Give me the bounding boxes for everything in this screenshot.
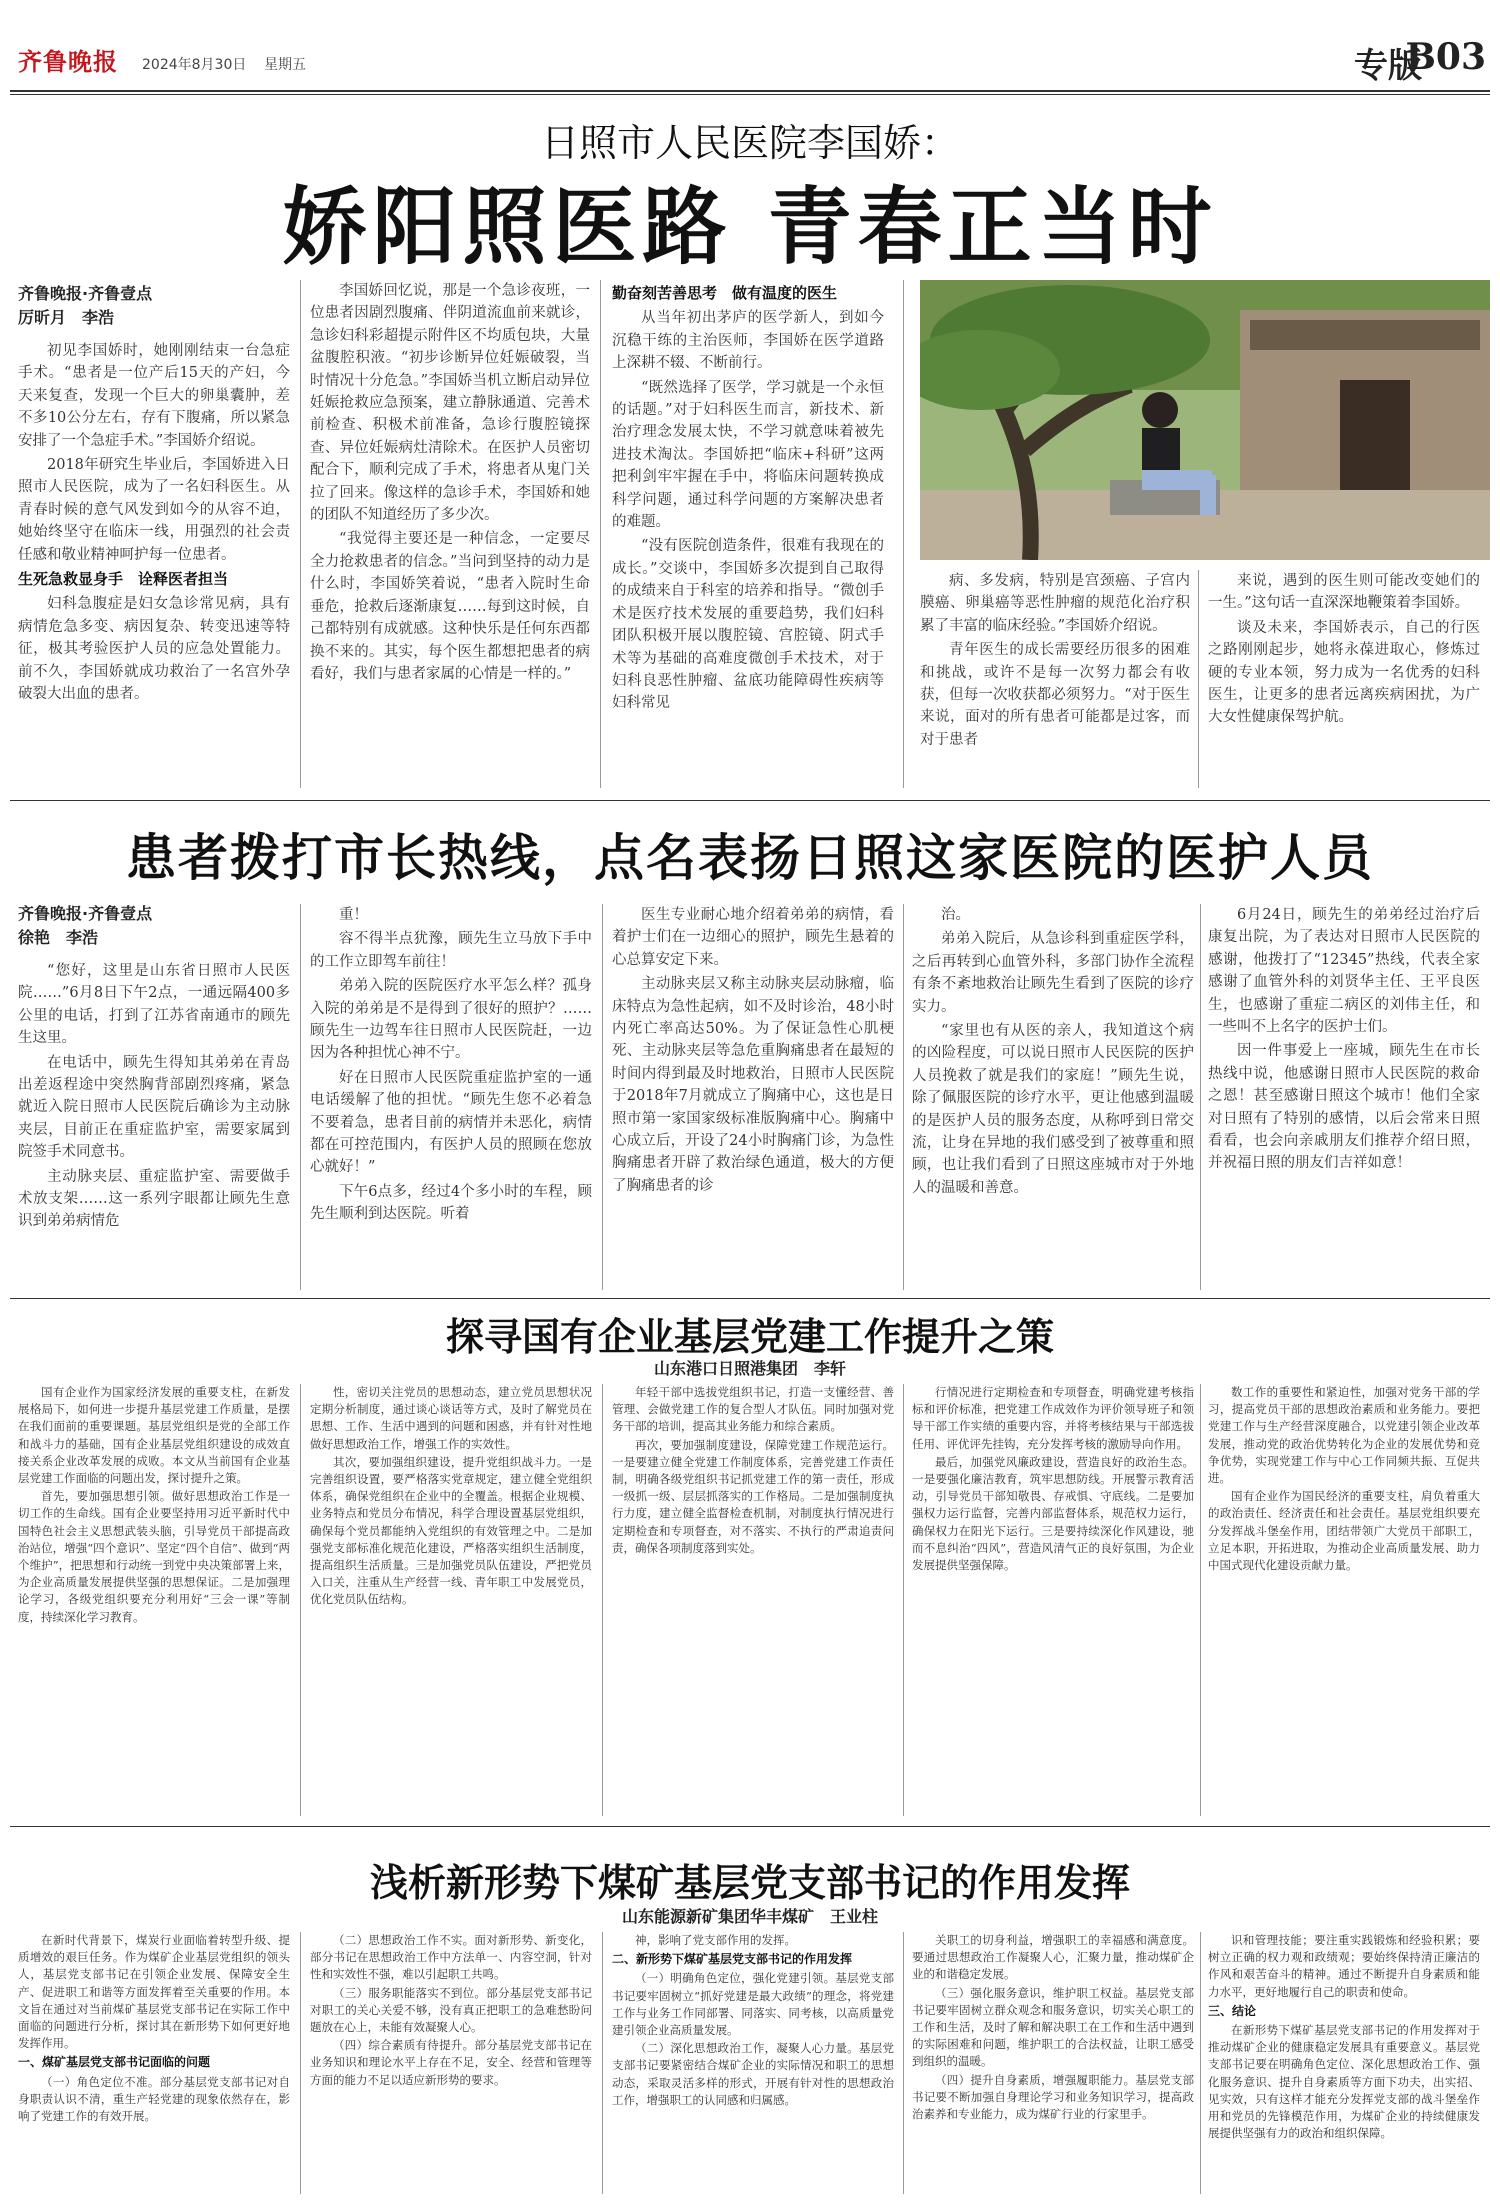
article3-headline: 探寻国有企业基层党建工作提升之策 [445,1314,1054,1359]
column-divider [1200,1932,1201,2194]
paragraph: （二）深化思想政治工作，凝聚人心力量。基层党支部书记要紧密结合煤矿企业的实际情况和职工的思想动态，采取灵活多样的形式，开展有针对性的思想政治工作，增强职工的认同感和归属感。 [612,2041,894,2107]
column-divider [300,1932,301,2194]
paragraph: 下午6点多，经过4个多小时的车程，顾先生顺利到达医院。听着 [310,1183,592,1223]
paragraph: 识和管理技能；要注重实践锻炼和经验积累；要树立正确的权力观和政绩观；要始终保持清正廉洁的作风和艰苦奋斗的精神。通过不断提升自身素质和能力水平，更好地履行自己的职责和使命。 [1208,1933,1480,1999]
paragraph: （四）提升自身素质，增强履职能力。基层党支部书记要不断加强自身理论学习和业务知识学习，提高政治素养和专业能力，成为煤矿行业的行家里手。 [912,2072,1194,2122]
article2-col1 [18,960,290,1290]
paragraph: 国有企业作为国民经济的重要支柱，肩负着重大的政治责任、经济责任和社会责任。基层党组织要充分发挥战斗堡垒作用，团结带领广大党员干部职工，立足本职，开拓进取，为推动企业高质量发展、助力中国式现代化建设贡献力量。 [1208,1489,1480,1573]
section-label: 专版 [1354,46,1422,86]
column-divider [903,280,904,788]
article1-headline: 娇阳照医路 青春正当时 [282,177,1218,276]
paragraph: 在电话中，顾先生得知其弟弟在青岛出差返程途中突然胸背部剧烈疼痛，紧急就近入院日照市人民医院后确诊为主动脉夹层，目前正在重症监护室，需要家属到院签手术同意书。 [18,1054,290,1161]
article4-col1 [18,1932,290,2194]
article1-col5 [1208,570,1480,788]
paragraph: 初见李国娇时，她刚刚结束一台急症手术。“患者是一位产后15天的产妇，今天来复查，发现一个巨大的卵巢囊肿，差不多10公分左右，存有下腹痛，所以紧急安排了一个急症手术。”李国娇介绍说。 [18,343,290,449]
paragraph: 主动脉夹层、重症监护室、需要做手术放支架……这一系列字眼都让顾先生意识到弟弟病情危 [18,1168,290,1230]
paragraph: （四）综合素质有待提升。部分基层党支部书记在业务知识和理论水平上存在不足，安全、经营和管理等方面的能力不足以适应新形势的要求。 [310,2038,592,2087]
paragraph: 弟弟入院后，从急诊科到重症医学科，之后再转到心血管外科，多部门协作全流程有条不紊地救治让顾先生看到了医院的诊疗实力。 [912,931,1194,1015]
article1-col2 [310,280,590,788]
paragraph: （一）明确角色定位，强化党建引领。基层党支部书记要牢固树立“抓好党建是最大政绩”的理念，将党建工作与业务工作同部署、同落实、同考核，以高质量党建引领企业高质量发展。 [612,1971,894,2038]
article3-col2 [310,1384,592,1816]
column-divider [602,1384,603,1816]
article1-subheading: 勤奋刻苦善思考 做有温度的医生 [612,284,838,302]
article2-col2 [310,904,592,1290]
column-divider [300,280,301,788]
doctor-photo [920,280,1490,560]
paragraph: 来说，遇到的医生则可能改变她们的一生。”这句话一直深深地鞭策着李国娇。 [1208,573,1480,612]
paragraph: 在新形势下煤矿基层党支部书记的作用发挥对于推动煤矿企业的健康稳定发展具有重要意义。基层党支部书记要在明确角色定位、深化思想政治工作、强化服务意识、提升自身素质等方面下功夫，出实招、见实效，只有这样才能充分发挥党支部的战斗堡垒作用和党员的先锋模范作用，为煤矿企业的持续健康发展提供坚强有力的政治和组织保障。 [1208,2023,1480,2141]
column-divider [300,1384,301,1816]
paragraph: 青年医生的成长需要经历很多的困难和挑战，或许不是每一次努力都会有收获，但每一次收获都必须努力。“对于医生来说，面对的所有患者可能都是过客，而对于患者 [920,642,1190,748]
article2-col5 [1208,904,1480,1290]
page-number: B03 [1405,36,1486,78]
byline-org: 齐鲁晚报·齐鲁壹点 [18,904,153,923]
section-divider [10,800,1490,801]
byline-names: 厉昕月 李浩 [18,308,115,327]
subheading: 二、新形势下煤矿基层党支部书记的作用发挥 [612,1952,853,1967]
article3-col5 [1208,1384,1480,1816]
paragraph: 谈及未来，李国娇表示，自己的行医之路刚刚起步，她将永葆进取心，修炼过硬的专业本领，努力成为一名优秀的妇科医生，让更多的患者远离疾病困扰，为广大女性健康保驾护航。 [1208,619,1480,726]
byline-org: 齐鲁晚报·齐鲁壹点 [18,284,153,303]
paragraph: “既然选择了医学，学习就是一个永恒的话题。”对于妇科医生而言，新技术、新治疗理念发展太快，不学习就意味着被先进技术淘汰。李国娇把“临床+科研”这两把利剑牢牢握在手中，将临床问题转换成科学问题，通过科学问题的方案解决患者的难题。 [612,379,884,531]
column-divider [600,280,601,788]
paragraph: 2018年研究生毕业后，李国娇进入日照市人民医院，成为了一名妇科医生。从青春时候的意气风发到如今的从容不迫，她始终坚守在临床一线，用强烈的社会责任感和敬业精神呵护每一位患者。 [18,457,290,563]
article4-author: 山东能源新矿集团华丰煤矿 王业柱 [621,1907,878,1926]
article3-col1 [18,1384,290,1816]
paragraph: 重！ [339,907,368,923]
issue-weekday: 星期五 [264,57,306,73]
paragraph: 容不得半点犹豫，顾先生立马放下手中的工作立即驾车前往！ [310,931,592,970]
paragraph: “我觉得主要还是一种信念，一定要尽全力抢救患者的信念。”当问到坚持的动力是什么时，李国娇笑着说，“患者入院时生命垂危，抢救后逐渐康复……每到这时候，自己都特别有成就感。这种快乐是任何东西都换不来的。其实，每个医生都想把患者的病看好，我们与患者家属的心情是一样的。” [310,531,590,682]
newspaper-logo: 齐鲁晚报 [18,47,118,76]
byline-names: 徐艳 李浩 [18,928,99,947]
paragraph: 弟弟入院的医院医疗水平怎么样？孤身入院的弟弟是不是得到了很好的照护？……顾先生一边驾车往日照市人民医院赶，一边因为各种担忧心神不宁。 [310,978,592,1062]
paragraph: 病、多发病，特别是宫颈癌、子宫内膜癌、卵巢癌等恶性肿瘤的规范化治疗积累了丰富的临床经验。”李国娇介绍说。 [920,573,1190,634]
column-divider [300,904,301,1290]
paragraph: 神，影响了党支部作用的发挥。 [635,1933,796,1947]
article4-col5 [1208,1932,1480,2194]
article1-col1 [18,340,290,788]
paragraph: 好在日照市人民医院重症监护室的一通电话缓解了他的担忧。“顾先生您不必着急不要着急，患者目前的病情并未恶化，病情都在可控范围内，有医护人员的照顾在您放心就好！” [310,1069,592,1176]
header-divider [10,90,1490,95]
article1-byline [18,282,152,330]
paragraph: 6月24日，顾先生的弟弟经过治疗后康复出院，为了表达对日照市人民医院的感谢，他拨打了“12345”热线，代表全家感谢了血管外科的刘贤华主任、王平良医生，也感谢了重症二病区的刘伟主任，和一些叫不上名字的医护士们。 [1208,907,1480,1036]
issue-date: 2024年8月30日 [142,57,247,73]
paragraph: 关职工的切身利益，增强职工的幸福感和满意度。要通过思想政治工作凝聚人心，汇聚力量，推动煤矿企业的和谐稳定发展。 [912,1933,1194,1982]
section-divider [10,1298,1490,1299]
subheading: 生死急救显身手 诠释医者担当 [18,570,229,589]
article2-col4 [912,904,1194,1290]
article4-col4 [912,1932,1194,2194]
column-divider [903,904,904,1290]
paragraph: 最后，加强党风廉政建设，营造良好的政治生态。一是要强化廉洁教育，筑牢思想防线。开展警示教育活动，引导党员干部知敬畏、存戒惧、守底线。二是要加强权力运行监督，完善内部监督体系，规范权力运行，确保权力在阳光下运行。三是要持续深化作风建设，驰而不息纠治“四风”，营造风清气正的良好氛围，为企业发展提供坚强保障。 [912,1454,1194,1573]
column-divider [903,1932,904,2194]
article2-col3 [612,904,894,1290]
article1-col3 [612,280,884,788]
subheading: 三、结论 [1208,2003,1257,2018]
article4-col2 [310,1932,592,2194]
article4-col3 [612,1932,894,2194]
paragraph: 首先，要加强思想引领。做好思想政治工作是一切工作的生命线。国有企业要坚持用习近平新时代中国特色社会主义思想武装头脑，引导党员干部提高政治站位，增强“四个意识”、坚定“四个自信”、做到“两个维护”，把思想和行动统一到党中央决策部署上来，为企业高质量发展提供坚强的思想保证。二是加强理论学习，各级党组织要充分利用好“三会一课”等制度，持续深化学习教育。 [18,1489,290,1624]
paragraph: 李国娇回忆说，那是一个急诊夜班，一位患者因剧烈腹痛、伴阴道流血前来就诊，急诊妇科彩超提示附件区不均质包块，大量盆腹腔积液。“初步诊断异位妊娠破裂，当时情况十分危急。”李国娇当机立断启动异位妊娠抢救应急预案，建立静脉通道、完善术前检查、积极术前准备，急诊行腹腔镜探查、异位妊娠病灶清除术。在医护人员密切配合下，顺利完成了手术，将患者从鬼门关拉了回来。像这样的急诊手术，李国娇和她的团队不知道经历了多少次。 [310,283,590,524]
paragraph: 国有企业作为国家经济发展的重要支柱，在新发展格局下，如何进一步提升基层党建工作质量，是摆在我们面前的重要课题。基层党组织是党的全部工作和战斗力的基础，国有企业基层党组织建设的成效直接关系企业改革发展的成败。本文从当前国有企业基层党建工作面临的问题出发，探讨提升之策。 [18,1385,290,1486]
article3-col4 [912,1384,1194,1816]
paragraph: 因一件事爱上一座城，顾先生在市长热线中说，他感谢日照市人民医院的救命之恩！甚至感谢日照这个城市！他们全家对日照有了特别的感情，以后会常来日照看看，也会向亲戚朋友们推荐介绍日照，并祝福日照的朋友们吉祥如意！ [1208,1043,1480,1172]
paragraph: 性，密切关注党员的思想动态，建立党员思想状况定期分析制度，通过谈心谈话等方式，及时了解党员在思想、工作、生活中遇到的问题和困惑，并有针对性地做好思想政治工作，增强工作的实效性。 [310,1385,592,1451]
paragraph: 年轻干部中选拔党组织书记，打造一支懂经营、善管理、会做党建工作的复合型人才队伍。同时加强对党务干部的培训，提高其业务能力和综合素质。 [612,1385,894,1434]
paragraph: 妇科急腹症是妇女急诊常见病，具有病情危急多变、病因复杂、转变迅速等特征，极其考验医护人员的应急处置能力。前不久，李国娇就成功救治了一名宫外孕破裂大出血的患者。 [18,596,290,703]
paragraph: “家里也有从医的亲人，我知道这个病的凶险程度，可以说日照市人民医院的医护人员挽救了就是我们的家庭！”顾先生说，除了佩服医院的诊疗水平，更让他感到温暖的是医护人员的服务态度，从称呼到日常交流，让身在异地的我们感受到了被尊重和照顾，也让我们看到了日照这座城市对于外地人的温暖和善意。 [912,1023,1194,1196]
paragraph: 数工作的重要性和紧迫性，加强对党务干部的学习，提高党员干部的思想政治素质和业务能力。要把党建工作与生产经营深度融合，以党建引领企业改革发展，推动党的政治优势转化为企业的发展优势和竞争优势，实现党建工作与中心工作同频共振、互促共进。 [1208,1385,1480,1486]
paragraph: （二）思想政治工作不实。面对新形势、新变化，部分书记在思想政治工作中方法单一、内容空洞，针对性和实效性不强，难以引起职工共鸣。 [310,1933,592,1982]
article1-kicker: 日照市人民医院李国娇： [540,121,959,165]
article3-col3 [612,1384,894,1816]
paragraph: 再次，要加强制度建设，保障党建工作规范运行。一是要建立健全党建工作制度体系，完善党建工作责任制，明确各级党组织书记抓党建工作的第一责任，形成一级抓一级、层层抓落实的工作格局。二是加强制度执行力度，建立健全监督检查机制，对制度执行情况进行定期检查和专项督查，对不落实、不执行的严肃追责问责，确保各项制度落到实处。 [612,1437,894,1555]
column-divider [602,904,603,1290]
paragraph: 医生专业耐心地介绍着弟弟的病情，看着护士们在一边细心的照护，顾先生悬着的心总算安定下来。 [612,907,894,968]
article1-col4 [920,570,1190,788]
paragraph: （三）服务职能落实不到位。部分基层党支部书记对职工的关心关爱不够，没有真正把职工的急难愁盼问题放在心上，未能有效凝聚人心。 [310,1985,592,2035]
paragraph: （三）强化服务意识，维护职工权益。基层党支部书记要牢固树立群众观念和服务意识，切实关心职工的工作和生活，及时了解和解决职工在工作和生活中遇到的实际困难和问题，维护职工的合法权益，让职工感受到组织的温暖。 [912,1985,1194,2069]
paragraph: “没有医院创造条件，很难有我现在的成长。”交谈中，李国娇多次提到自己取得的成绩来自于科室的培养和指导。“微创手术是医疗技术发展的重要趋势，我们妇科团队积极开展以腹腔镜、宫腔镜、阴式手术等为基础的高难度微创手术技术，对于妇科良恶性肿瘤、盆底功能障碍性疾病等妇科常见 [612,538,884,712]
column-divider [1200,1384,1201,1816]
article2-headline: 患者拨打市长热线，点名表扬日照这家医院的医护人员 [126,828,1374,887]
paragraph: “您好，这里是山东省日照市人民医院……”6月8日下午2点，一通远隔400多公里的电话，打到了江苏省南通市的顾先生这里。 [18,963,290,1047]
column-divider [1200,904,1201,1290]
article2-byline [18,902,152,950]
paragraph: （一）角色定位不准。部分基层党支部书记对自身职责认识不清，重生产轻党建的现象依然存在，影响了党建工作的有效开展。 [18,2074,290,2124]
paragraph: 其次，要加强组织建设，提升党组织战斗力。一是完善组织设置，要严格落实党章规定，建立健全党组织体系，确保党组织在企业中的全覆盖。根据企业规模、业务特点和党员分布情况，科学合理设置基层党组织，确保每个党员都能纳入党组织的有效管理之中。二是加强党支部标准化规范化建设，严格落实组织生活制度，提高组织生活质量。三是加强党员队伍建设，严把党员入口关，注重从生产经营一线、青年职工中发展党员，优化党员队伍结构。 [310,1454,592,1607]
paragraph: 行情况进行定期检查和专项督查，明确党建考核指标和评价标准，把党建工作成效作为评价领导班子和领导干部工作实绩的重要内容，并将考核结果与干部选拔任用、评优评先挂钩，充分发挥考核的激励导向作用。 [912,1385,1194,1451]
article4-headline: 浅析新形势下煤矿基层党支部书记的作用发挥 [369,1860,1130,1905]
column-divider [1198,570,1199,788]
subheading: 一、煤矿基层党支部书记面临的问题 [18,2055,211,2070]
section-divider [10,1826,1490,1827]
article3-author: 山东港口日照港集团 李轩 [653,1359,846,1378]
paragraph: 从当年初出茅庐的医学新人，到如今沉稳干练的主治医师，李国娇在医学道路上深耕不辍、不断前行。 [612,310,884,372]
paragraph: 治。 [941,907,970,923]
paragraph: 主动脉夹层又称主动脉夹层动脉瘤，临床特点为急性起病，如不及时诊治，48小时内死亡率高达50%。为了保证急性心肌梗死、主动脉夹层等急危重胸痛患者在最短的时间内得到最及时地救治，日照市人民医院于2018年7月就成立了胸痛中心，这也是日照市第一家国家级标准版胸痛中心。胸痛中心成立后，开设了24小时胸痛门诊，为急性胸痛患者开辟了救治绿色通道，极大的方便了胸痛患者的诊 [612,976,894,1194]
column-divider [903,1384,904,1816]
paragraph: 在新时代背景下，煤炭行业面临着转型升级、提质增效的艰巨任务。作为煤矿企业基层党组织的领头人，基层党支部书记在引领企业发展、保障安全生产、促进职工和谐等方面发挥着至关重要的作用。本文旨在通过对当前煤矿基层党支部书记在实际工作中面临的问题进行分析，探讨其在新形势下如何更好地发挥作用。 [18,1933,290,2051]
column-divider [602,1932,603,2194]
